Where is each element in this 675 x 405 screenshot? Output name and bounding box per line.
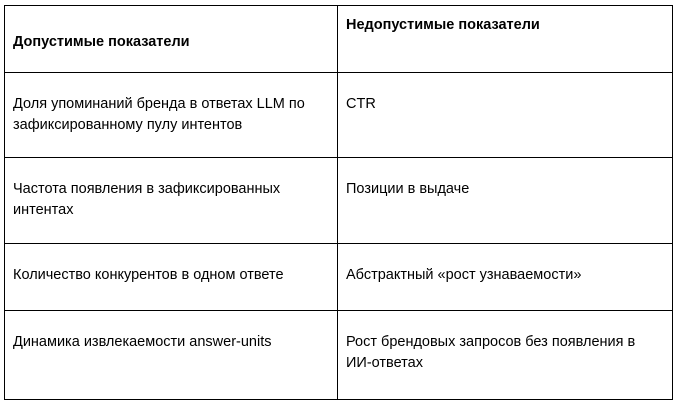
metrics-table: [4, 5, 673, 400]
metrics-table-container: [4, 5, 672, 399]
allowed-metric-cell: Количество конкурентов в одном ответе: [5, 244, 338, 311]
table-row: [5, 311, 673, 400]
allowed-metric-cell: Динамика извлекаемости answer-units: [5, 311, 338, 400]
allowed-metric-cell: Доля упоминаний бренда в ответах LLM по зафиксированному пулу интентов: [5, 73, 338, 158]
allowed-metric-cell: Частота появления в зафиксированных интентах: [5, 158, 338, 244]
table-header-row: [5, 6, 673, 73]
header-disallowed-metrics: Недопустимые показатели: [338, 6, 673, 73]
header-allowed-metrics: Допустимые показатели: [5, 6, 338, 73]
disallowed-metric-cell: Абстрактный «рост узнаваемости»: [338, 244, 673, 311]
disallowed-metric-cell: CTR: [338, 73, 673, 158]
table-row: [5, 158, 673, 244]
table-row: [5, 244, 673, 311]
disallowed-metric-cell: Рост брендовых запросов без появления в ИИ-ответах: [338, 311, 673, 400]
disallowed-metric-cell: Позиции в выдаче: [338, 158, 673, 244]
table-row: [5, 73, 673, 158]
